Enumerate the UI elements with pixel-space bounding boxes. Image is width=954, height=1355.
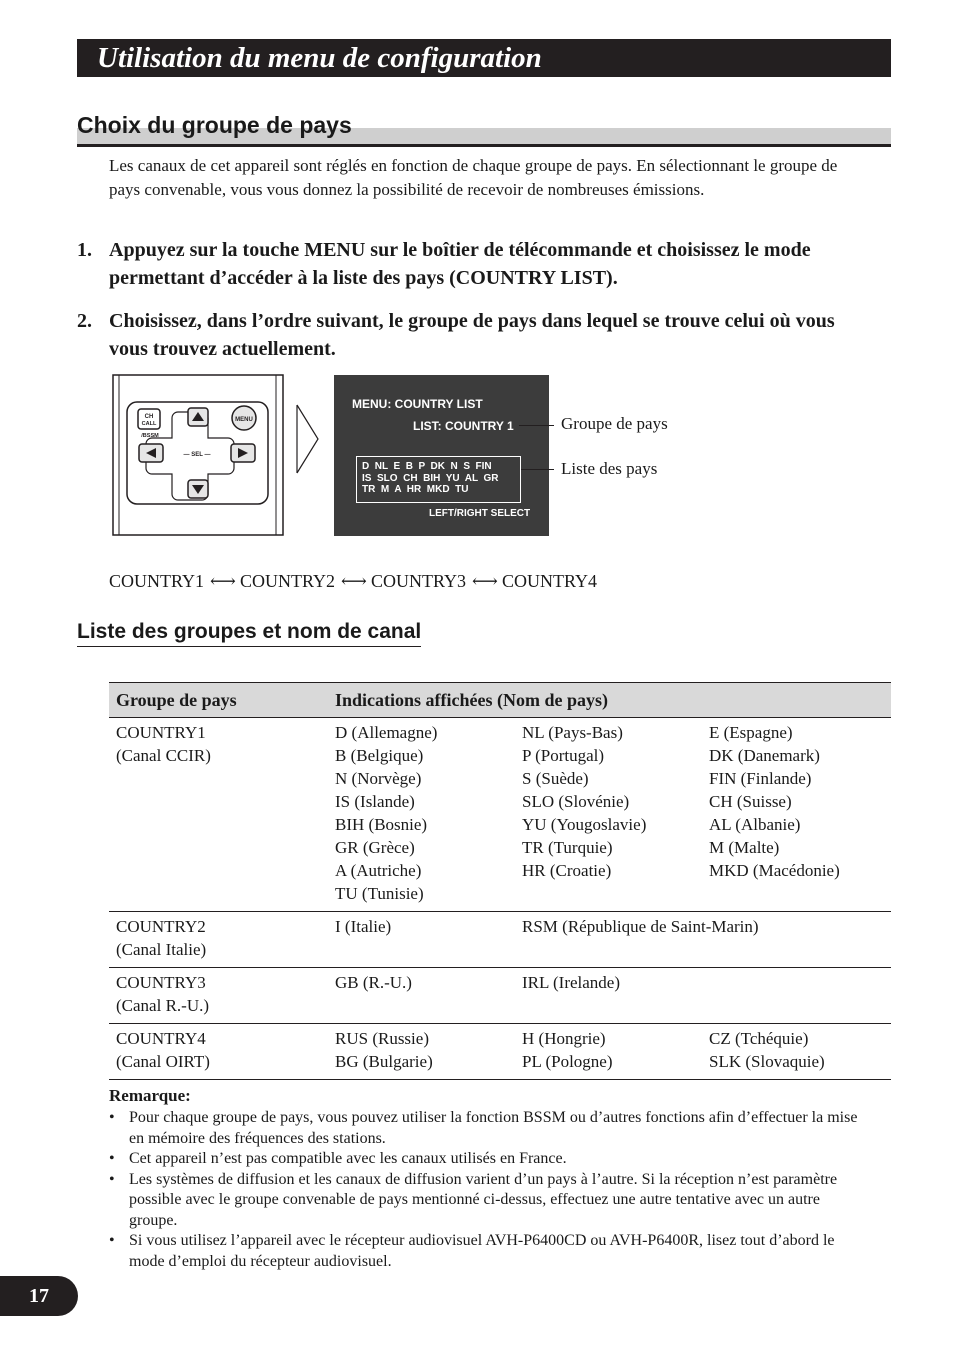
table-cell (109, 718, 328, 912)
cell-line: AL (Albanie) (709, 815, 801, 834)
table-header-indications: Indications affichées (Nom de pays) (328, 683, 891, 718)
cell-line: DK (Danemark) (709, 746, 820, 765)
table-cell (702, 968, 891, 1024)
table-cell (328, 718, 515, 912)
cell-line: N (Norvège) (335, 769, 422, 788)
cell-line: A (Autriche) (335, 861, 422, 880)
cell-line: COUNTRY1 (116, 723, 206, 742)
table-header-group: Groupe de pays (109, 683, 328, 718)
step-number: 1. (77, 239, 92, 261)
callout-line-list (521, 469, 554, 470)
cell-line: RSM (République de Saint-Marin) (522, 917, 759, 936)
screen-footer: LEFT/RIGHT SELECT (429, 508, 531, 519)
note-item (109, 1149, 869, 1170)
cell-line: SLO (Slovénie) (522, 792, 630, 811)
table-cell (328, 1024, 515, 1080)
table-cell (515, 968, 702, 1024)
table-cell (702, 1024, 891, 1080)
section-heading-group-list (77, 620, 421, 647)
table-cell (515, 1024, 702, 1080)
cell-line: GB (R.-U.) (335, 973, 412, 992)
section-heading-country-group (77, 112, 891, 148)
cell-line: TU (Tunisie) (335, 884, 424, 903)
cell-line: D (Allemagne) (335, 723, 438, 742)
section-title: Liste des groupes et nom de canal (77, 620, 421, 647)
table-row (109, 968, 891, 1024)
cell-line: PL (Pologne) (522, 1052, 613, 1071)
country-codes (362, 461, 499, 496)
bullet-icon: • (109, 1109, 115, 1126)
cell-line: YU (Yougoslavie) (522, 815, 647, 834)
cell-line: BG (Bulgarie) (335, 1052, 433, 1071)
svg-text:MENU: MENU (235, 417, 253, 423)
cell-line: P (Portugal) (522, 746, 605, 765)
country-sequence (109, 571, 597, 592)
codes-line: TR M A HR MKD TU (362, 484, 469, 495)
table-header-row (109, 683, 891, 718)
codes-line: IS SLO CH BIH YU AL GR (362, 472, 499, 484)
step-text: Appuyez sur la touche MENU sur le boîtier de télécommande et choisissez le mode permettant d’accéder à la liste des pays (COUNTRY LIST). (109, 239, 811, 289)
cell-line: M (Malte) (709, 838, 780, 857)
svg-text:CALL: CALL (141, 421, 157, 427)
cell-line: S (Suède) (522, 769, 589, 788)
callout-line-group (519, 425, 554, 426)
cell-line: E (Espagne) (709, 723, 793, 742)
note-title: Remarque: (109, 1086, 191, 1105)
pointer-bracket (296, 404, 320, 474)
svg-text:— SEL —: — SEL — (183, 452, 211, 458)
bullet-icon: • (109, 1232, 115, 1249)
double-arrow-icon: ⟷ (341, 571, 367, 591)
step-text: Choisissez, dans l’ordre suivant, le groupe de pays dans lequel se trouve celui où vous vous trouvez actuellement. (109, 310, 835, 360)
page-number: 17 (0, 1276, 78, 1316)
country-group-table (109, 682, 891, 1080)
note-item (109, 1170, 869, 1232)
country-list-screen (334, 375, 549, 536)
cell-line: GR (Grèce) (335, 838, 415, 857)
cell-line: IRL (Irelande) (522, 973, 621, 992)
cell-line: BIH (Bosnie) (335, 815, 428, 834)
callout-list-label: Liste des pays (561, 459, 658, 478)
table-cell (109, 1024, 328, 1080)
cell-line: HR (Croatie) (522, 861, 612, 880)
page-header-title: Utilisation du menu de configuration (97, 42, 542, 74)
note-item (109, 1231, 869, 1272)
cell-line: FIN (Finlande) (709, 769, 812, 788)
table-cell (328, 912, 515, 968)
svg-text:/BSSM: /BSSM (141, 433, 159, 439)
cell-line: (Canal R.-U.) (116, 996, 210, 1015)
step-number: 2. (77, 310, 92, 332)
cell-line: NL (Pays-Bas) (522, 723, 623, 742)
cell-line: SLK (Slovaquie) (709, 1052, 825, 1071)
note-text: Si vous utilisez l’appareil avec le récepteur audiovisuel AVH-P6400CD ou AVH-P6400R, lisez tout d’abord le mode d’emploi du récepteur audiovisuel. (129, 1232, 835, 1270)
cell-line: MKD (Macédonie) (709, 861, 840, 880)
sequence-item: COUNTRY4 (502, 571, 598, 591)
cell-line: COUNTRY3 (116, 973, 206, 992)
cell-line: B (Belgique) (335, 746, 424, 765)
svg-text:CH: CH (144, 414, 154, 420)
header-bar (77, 39, 891, 77)
cell-line: IS (Islande) (335, 792, 415, 811)
cell-line: COUNTRY4 (116, 1029, 206, 1048)
bullet-icon: • (109, 1170, 115, 1188)
cell-line: CZ (Tchéquie) (709, 1029, 809, 1048)
cell-line: CH (Suisse) (709, 792, 792, 811)
table-cell (515, 912, 891, 968)
note-list (109, 1108, 869, 1272)
table-cell (702, 718, 891, 912)
note-text: Cet appareil n’est pas compatible avec les canaux utilisés en France. (129, 1150, 567, 1167)
table-cell (109, 912, 328, 968)
remote-control-illustration (112, 374, 284, 536)
table-cell (515, 718, 702, 912)
table-row (109, 718, 891, 912)
cell-line: RUS (Russie) (335, 1029, 429, 1048)
bullet-icon: • (109, 1150, 115, 1167)
cell-line: (Canal CCIR) (116, 746, 211, 765)
sequence-item: COUNTRY3 (371, 571, 467, 591)
note-text: Pour chaque groupe de pays, vous pouvez utiliser la fonction BSSM ou d’autres fonctions afin d’effectuer la mise en mémoire des fréquences des stations. (129, 1109, 858, 1147)
double-arrow-icon: ⟷ (472, 571, 498, 591)
table-cell (328, 968, 515, 1024)
screen-menu-title: MENU: COUNTRY LIST (352, 397, 483, 411)
table-cell (109, 968, 328, 1024)
callout-group-label: Groupe de pays (561, 414, 668, 433)
note-item (109, 1108, 869, 1149)
sequence-item: COUNTRY2 (240, 571, 336, 591)
step-1 (77, 236, 877, 292)
table-row (109, 912, 891, 968)
cell-line: H (Hongrie) (522, 1029, 606, 1048)
cell-line: (Canal OIRT) (116, 1052, 210, 1071)
intro-paragraph: Les canaux de cet appareil sont réglés en fonction de chaque groupe de pays. En sélectionnant le groupe de pays convenable, vous vous donnez la possibilité de recevoir de nombreuses émissions. (109, 156, 838, 199)
table-row (109, 1024, 891, 1080)
table-body (109, 718, 891, 1080)
step-2 (77, 307, 877, 363)
codes-line: D NL E B P DK N S FIN (362, 461, 492, 472)
cell-line: (Canal Italie) (116, 940, 207, 959)
section-title: Choix du groupe de pays (77, 112, 352, 138)
cell-line: I (Italie) (335, 917, 392, 936)
note-text: Les systèmes de diffusion et les canaux de diffusion varient d’un pays à l’autre. Si la réception n’est paramètre possible avec le groupe convenable de pays mentionné ci-dessus, effectuez une autre tentative avec un autre groupe. (129, 1170, 838, 1229)
cell-line: TR (Turquie) (522, 838, 613, 857)
double-arrow-icon: ⟷ (210, 571, 236, 591)
sequence-item: COUNTRY1 (109, 571, 205, 591)
screen-list-label: LIST: COUNTRY 1 (413, 419, 514, 433)
heading-rule (77, 144, 891, 147)
cell-line: COUNTRY2 (116, 917, 206, 936)
